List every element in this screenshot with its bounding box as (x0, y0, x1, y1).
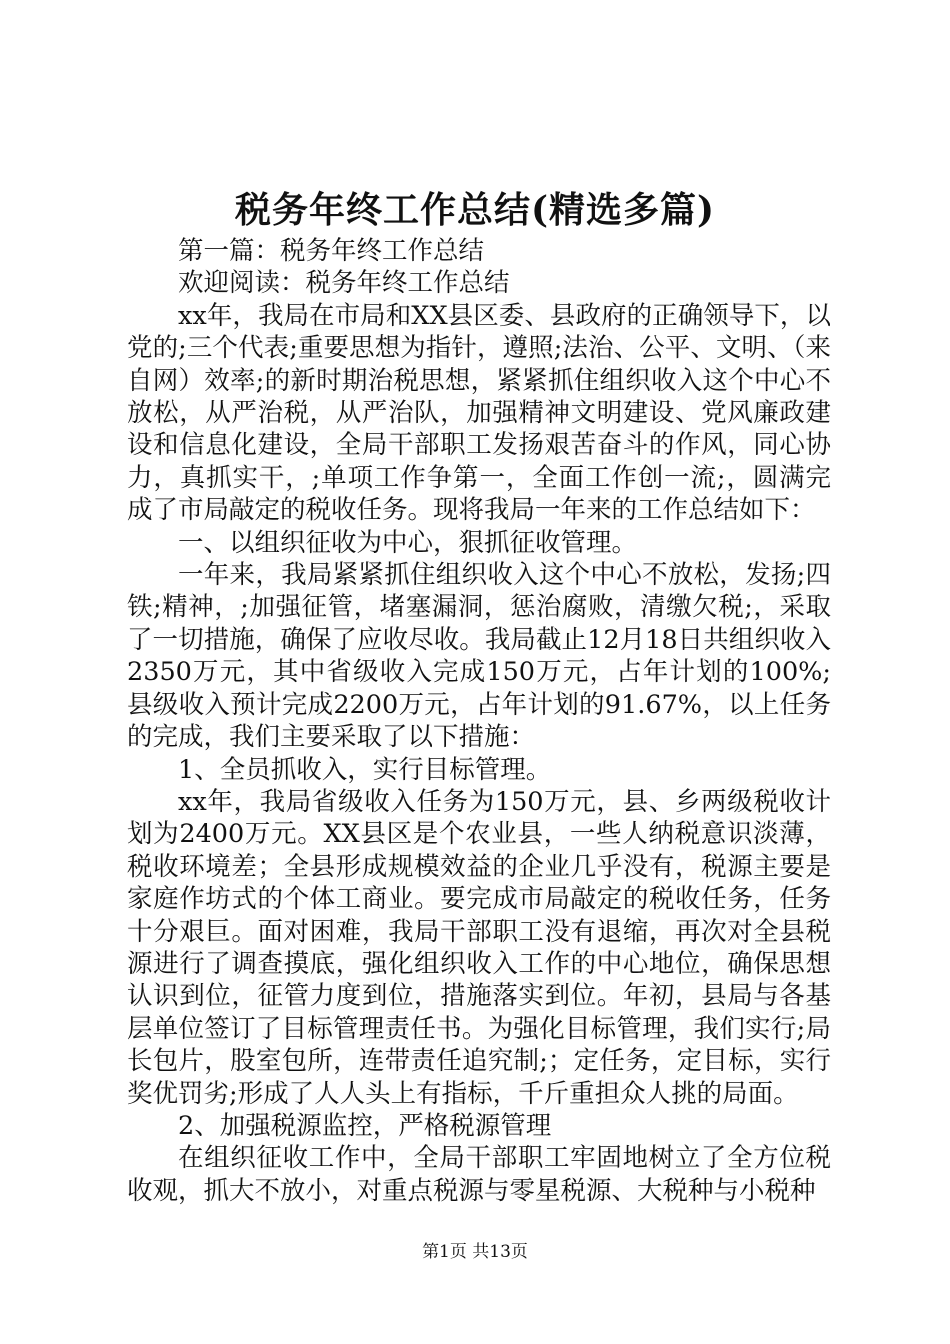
body-paragraph: 一、以组织征收为中心，狠抓征收管理。 (178, 527, 638, 558)
page-footer: 第1页 共13页 (422, 1242, 528, 1262)
body-paragraph: 在组织征收工作中，全局干部职工牢固地树立了全方位税收观，抓大不放小，对重点税源与零星税源、大税种与小税种 (127, 1143, 831, 1206)
body-paragraph: xx年，我局省级收入任务为150万元，县、乡两级税收计划为2400万元。XX县区是个农业县，一些人纳税意识淡薄，税收环境差；全县形成规模效益的企业几乎没有，税源主要是家庭作坊式的个体工商业。要完成市局敲定的税收任务，任务十分艰巨。面对困难，我局干部职工没有退缩，再次对全县税源进行了调查摸底，强化组织收入工作的中心地位，确保思想认识到位，征管力度到位，措施落实到位。年初，县局与各基层单位签订了目标管理责任书。为强化目标管理，我们实行;局长包片，股室包所，连带责任追究制;；定任务，定目标，实行奖优罚劣;形成了人人头上有指标，千斤重担众人挑的局面。 (127, 786, 831, 1109)
document-title: 税务年终工作总结(精选多篇) (234, 189, 716, 231)
body-paragraph: 欢迎阅读：税务年终工作总结 (178, 268, 510, 299)
body-paragraph: 一年来，我局紧紧抓住组织收入这个中心不放松，发扬;四铁;精神，;加强征管，堵塞漏洞，惩治腐败，清缴欠税;，采取了一切措施，确保了应收尽收。我局截止12月18日共组织收入2350万元，其中省级收入完成150万元，占年计划的100%;县级收入预计完成2200万元，占年计划的91.67%，以上任务的完成，我们主要采取了以下措施： (127, 560, 831, 753)
document-body (127, 235, 831, 1207)
body-paragraph: xx年，我局在市局和XX县区委、县政府的正确领导下，以党的;三个代表;重要思想为指针，遵照;法治、公平、文明、（来自网）效率;的新时期治税思想，紧紧抓住组织收入这个中心不放松，从严治税，从严治队，加强精神文明建设、党风廉政建设和信息化建设，全局干部职工发扬艰苦奋斗的作风，同心协力，真抓实干，;单项工作争第一，全面工作创一流;，圆满完成了市局敲定的税收任务。现将我局一年来的工作总结如下： (127, 300, 831, 526)
body-paragraph: 1、全员抓收入，实行目标管理。 (178, 754, 552, 785)
body-paragraph: 第一篇：税务年终工作总结 (178, 236, 485, 266)
body-paragraph: 2、加强税源监控，严格税源管理 (178, 1110, 552, 1141)
